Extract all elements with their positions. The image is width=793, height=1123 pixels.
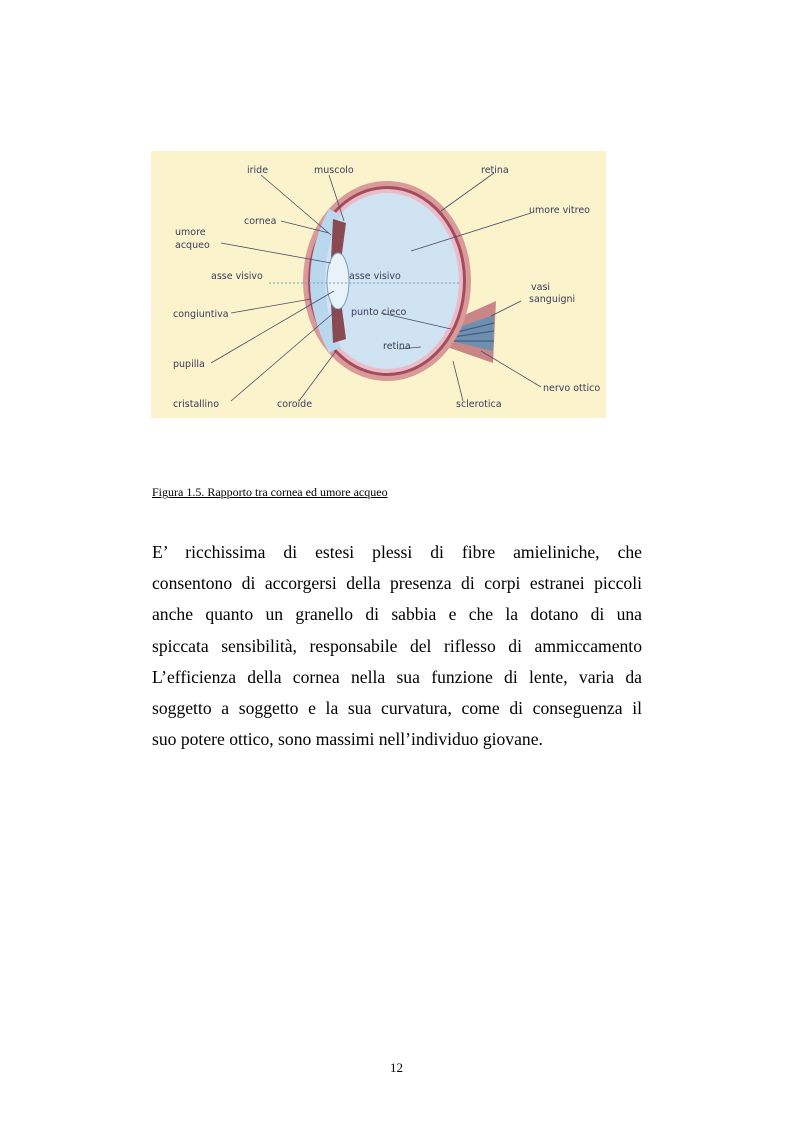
body-line: anche quanto un granello di sabbia e che la dotano di una: [152, 604, 642, 625]
label-congiuntiva: congiuntiva: [173, 309, 229, 320]
label-nervo-ottico: nervo ottico: [543, 383, 601, 394]
label-retina-top: retina: [481, 165, 509, 176]
label-umore-acqueo-2: acqueo: [175, 240, 210, 251]
label-iride: iride: [247, 165, 269, 176]
body-line: E’ ricchissima di estesi plessi di fibre amieliniche, che: [152, 542, 642, 562]
label-umore-acqueo-1: umore: [175, 227, 206, 238]
label-pupilla: pupilla: [173, 359, 205, 370]
page-number: 12: [390, 1060, 403, 1075]
label-sclerotica: sclerotica: [456, 399, 502, 410]
body-line: spiccata sensibilità, responsabile del riflesso di ammiccamento: [152, 635, 642, 656]
body-line: suo potere ottico, sono massimi nell’individuo giovane.: [152, 729, 543, 750]
label-muscolo: muscolo: [314, 165, 354, 176]
body-line: consentono di accorgersi della presenza di corpi estranei piccoli: [152, 573, 642, 594]
figure-caption: Figura 1.5. Rapporto tra cornea ed umore acqueo: [152, 485, 388, 499]
label-cornea: cornea: [244, 216, 277, 227]
label-umore-vitreo: umore vitreo: [529, 205, 590, 216]
label-asse-visivo-center: asse visivo: [349, 271, 401, 282]
eye-diagram: [151, 151, 606, 418]
eye-anatomy-figure: [151, 151, 606, 418]
label-vasi: vasi: [531, 282, 551, 293]
label-punto-cieco: punto cieco: [351, 307, 407, 318]
label-sanguigni: sanguigni: [529, 294, 576, 305]
body-line: soggetto a soggetto e la sua curvatura, come di conseguenza il: [152, 698, 642, 719]
label-cristallino: cristallino: [173, 399, 220, 410]
label-coroide: coroide: [277, 399, 313, 410]
body-line: L’efficienza della cornea nella sua funzione di lente, varia da: [152, 666, 642, 687]
body-paragraph: [152, 537, 642, 755]
lens: [327, 253, 349, 309]
label-retina-bottom: retina: [383, 341, 411, 352]
label-asse-visivo-left: asse visivo: [211, 271, 263, 282]
